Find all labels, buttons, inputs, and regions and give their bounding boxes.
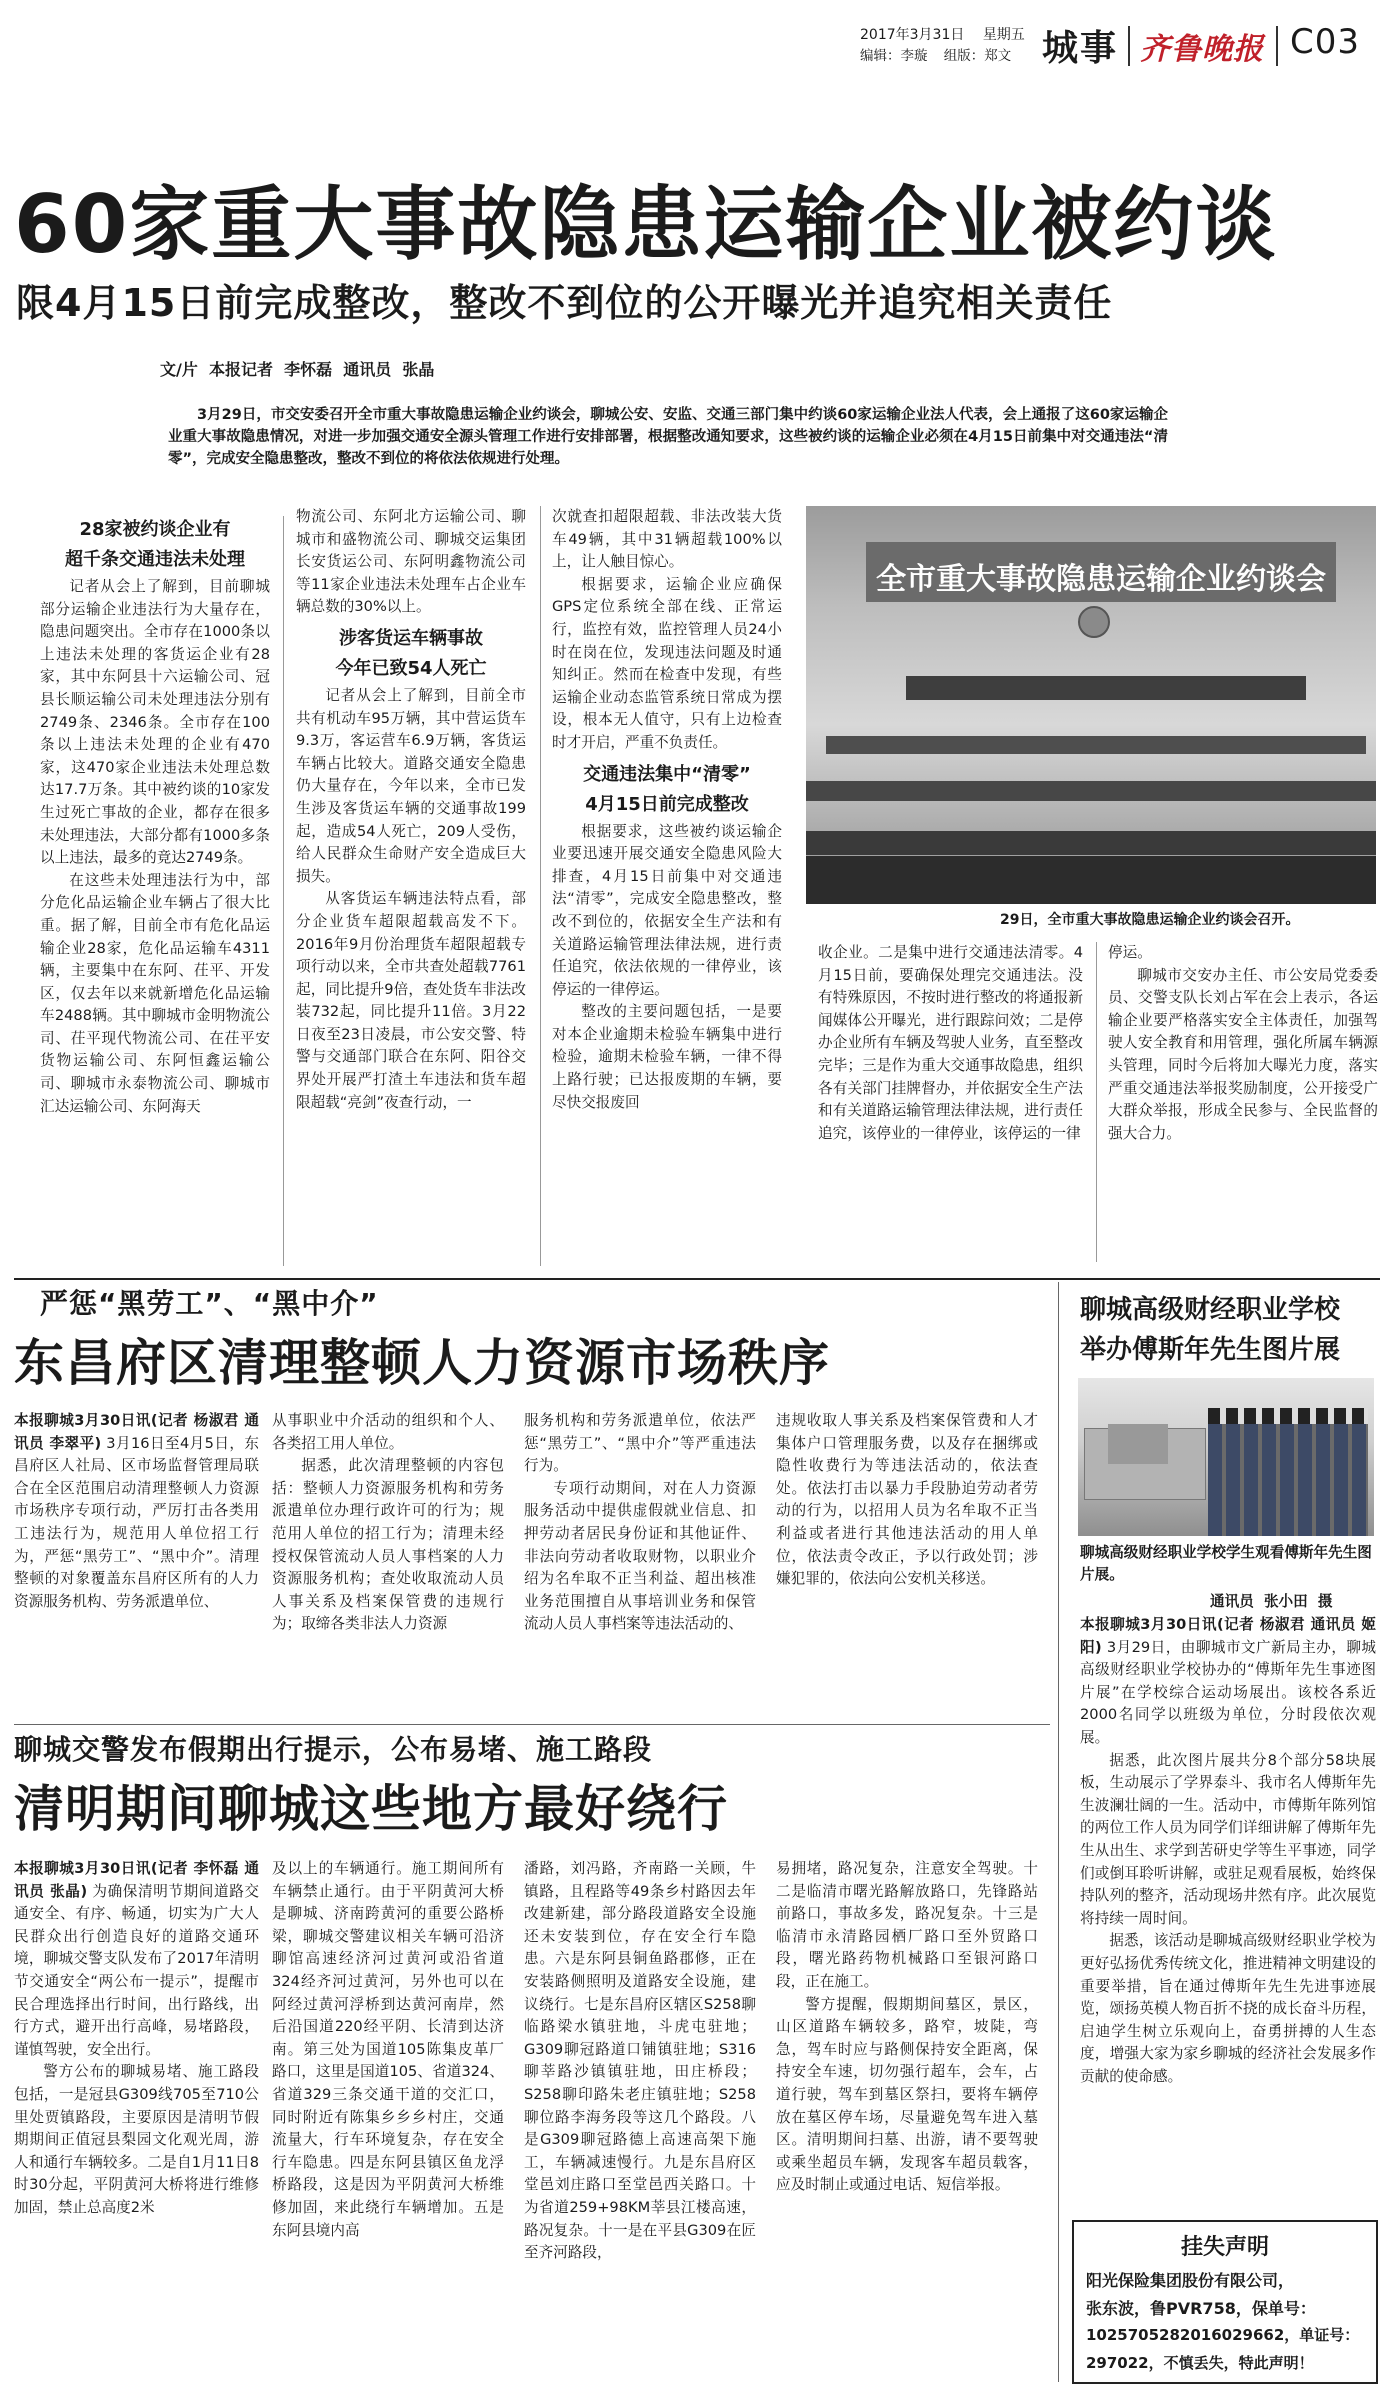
subhead: 28家被约谈企业有 [79, 519, 231, 540]
column-rule [540, 506, 541, 1266]
story2-col-1: 本报聊城3月30日讯(记者 杨淑君 通讯员 李翠平) 3月16日至4月5日，东昌府区人社局、区市场监督管理局联合在全区范围启动清理整顿人力资源市场秩序专项行动，严厉打击各类用工违法行为，规范用人单位招工行为，严惩“黑劳工”、“黑中介”。清理整顿的对象覆盖东昌府区所有的人力资源服务机构、劳务派遣单位、 [14, 1412, 259, 1610]
section-divider [14, 1278, 1380, 1280]
sidebar-headline-2: 举办傅斯年先生图片展 [1080, 1335, 1341, 1365]
story2-col-4: 违规收取人事关系及档案保管费和人才集体户口管理服务费，以及存在捆绑或隐性收费行为等违法活动的，依法查处。依法打击以暴力手段胁迫劳动者劳动的行为，以招用人员为名牟取不正当利益或者进行其他违法活动的用人单位，依法责令改正，予以行政处罚；涉嫌犯罪的，依法向公安机关移送。 [776, 1412, 1038, 1588]
desk-row [806, 831, 1376, 855]
exhibition-photo [1078, 1378, 1374, 1536]
head-table [906, 676, 1306, 700]
lead-col-3: 次就查扣超限超载、非法改装大货车49辆，其中31辆超载100%以上，让人触目惊心。 根据要求，运输企业应确保GPS定位系统全部在线、正常运行，监控有效，监控管理人员24小时在岗在位，发现违法问题及时通知纠正。然而在检查中发现，有些运输企业动态监管系统日常成为摆设，根本无人值守，只有上边检查时才开启，严重不负责任。 交通违法集中“清零” 4月15日前完成整改 根据要求，这些被约谈运输企业要迅速开展交通安全隐患风险大排查，4月15日前集中对交通违法“清零”，完成安全隐患整改，整改不到位的，依据安全生产法和有关道路运输管理法律法规，进行责任追究，依法依规的一律停业，该停运的一律停运。 整改的主要问题包括，一是要对本企业逾期未检验车辆集中进行检验，逾期未检验车辆，一律不得上路行驶；已达报废期的车辆，要尽快交报废回 [552, 508, 782, 1111]
masthead [0, 0, 1395, 80]
page-number: C03 [1290, 22, 1361, 62]
story2-col-2: 从事职业中介活动的组织和个人、各类招工用人单位。 据悉，此次清理整顿的内容包括：整顿人力资源服务机构和劳务派遣单位办理行政许可的行为；规范用人单位的招工行为；清理未经授权保管流动人员人事档案的人力资源服务机构；查处收取流动人员人事关系及档案保管费的违规行为；取缔各类非法人力资源 [272, 1412, 504, 1633]
section-name: 城事 [1042, 28, 1119, 69]
subhead: 今年已致54人死亡 [335, 657, 487, 679]
subhead: 涉客货运车辆事故 [339, 627, 483, 649]
attendees [806, 856, 1376, 904]
story3-col-4: 易拥堵，路况复杂，注意安全驾驶。十二是临清市曙光路解放路口，先锋路站前路口，事故多发，路况复杂。十三是临清市永清路园栖厂路口至外贸路口段，曙光路药物机械路口至银河路口段，正在施工。 警方提醒，假期期间墓区，景区，山区道路车辆较多，路窄，坡陡，弯急，驾车时应与路侧保持安全距离，保持安全车速，切勿强行超车，会车，占道行驶，驾车到墓区祭扫，要将车辆停放在墓区停车场，尽量避免驾车进入墓区。清明期间扫墓、出游，请不要驾驶或乘坐超员车辆，发现客车超员载客，应及时制止或通过电话、短信举报。 [776, 1860, 1038, 2194]
story2-kicker: 严惩“黑劳工”、“黑中介” [40, 1287, 379, 1320]
exhibition-photo-credit: 通讯员 张小田 摄 [1210, 1593, 1333, 1610]
story3-col-2: 及以上的车辆通行。施工期间所有车辆禁止通行。由于平阴黄河大桥是聊城、济南跨黄河的重要公路桥梁，聊城交警建议相关车辆可沿济聊馆高速经济河过黄河或沿省道324经齐河过黄河，另外也可以在阿经过黄河浮桥到达黄河南岸，然后沿国道220经平阴、长清到达济南。第三处为国道105陈集皮革厂路口，这里是国道105、省道324、省道329三条交通干道的交汇口，同时附近有陈集乡乡乡村庄，交通流量大，行车环境复杂，存在安全行车隐患。四是东阿县镇区鱼龙浮桥路段，这是因为平阴黄河大桥维修加固，来此绕行车辆增加。五是东阿县境内高 [272, 1860, 504, 2239]
notice-line: 1025705282016029662，单证号： [1086, 2326, 1360, 2344]
exhibition-photo-caption: 聊城高级财经职业学校学生观看傅斯年先生图片展。 [1080, 1544, 1372, 1583]
emblem [1078, 606, 1110, 638]
students-heads [1208, 1408, 1368, 1424]
lost-notice [1072, 2220, 1378, 2384]
story3-col-1: 本报聊城3月30日讯(记者 李怀磊 通讯员 张晶) 为确保清明节期间道路交通安全、有序、畅通，切实为广大人民群众出行创造良好的道路交通环境，聊城交警支队发布了2017年清明节交通安全“两公布一提示”，提醒市民合理选择出行时间，出行路线，出行方式，避开出行高峰，易堵路段，谨慎驾驶，安全出行。 警方公布的聊城易堵、施工路段包括，一是冠县G309线705至710公里处贾镇路段，主要原因是清明节假期期间正值冠县梨园文化观光周，游人和通行车辆较多。二是自1月11日8时30分起，平阴黄河大桥将进行维修加固，禁止总高度2米 [14, 1860, 259, 2216]
meeting-photo [806, 506, 1376, 904]
column-rule [283, 516, 284, 1266]
desk-row [806, 781, 1376, 801]
divider [1128, 26, 1130, 66]
lead-col-4: 收企业。二是集中进行交通违法清零。4月15日前，要确保处理完交通违法。没有特殊原因，不按时进行整改的将通报新闻媒体公开曝光，进行跟踪问效；二是停办企业所有车辆及驾驶人业务，直至整改完毕；三是作为重大交通事故隐患，组织各有关部门挂牌督办，并依据安全生产法和有关道路运输管理法律法规，进行责任追究，该停业的一律停业，该停运的一律 [818, 944, 1083, 1142]
students [1208, 1418, 1368, 1536]
divider [1276, 26, 1278, 66]
meeting-photo-caption: 29日，全市重大事故隐患运输企业约谈会召开。 [1000, 912, 1300, 928]
sidebar-headline-1: 聊城高级财经职业学校 [1080, 1295, 1341, 1325]
sidebar-body: 本报聊城3月30日讯(记者 杨淑君 通讯员 姬阳) 3月29日，由聊城市文广新局主办，聊城高级财经职业学校协办的“傅斯年先生事迹图片展”在学校综合运动场展出。该校各系近2000名同学以班级为单位，分时段依次观展。 据悉，此次图片展共分8个部分58块展板，生动展示了学界泰斗、我市名人傅斯年先生波澜壮阔的一生。活动中，市傅斯年陈列馆的两位工作人员为同学们详细讲解了傅斯年先生从出生、求学到苦研史学等生平事迹，同学们或倒耳聆听讲解，或驻足观看展板，始终保持队列的整齐，活动现场井然有序。此次展览将持续一周时间。 据悉，该活动是聊城高级财经职业学校为更好弘扬优秀传统文化，推进精神文明建设的重要举措，旨在通过傅斯年先生先进事迹展览，颂扬英模人物百折不挠的成长奋斗历程，启迪学生树立乐观向上，奋勇拼搏的人生态度，增强大家为家乡聊城的经济社会发展多作贡献的使命感。 [1080, 1616, 1376, 2085]
lead-col-1: 28家被约谈企业有 超千条交通违法未处理 记者从会上了解到，目前聊城部分运输企业违法行为大量存在，隐患问题突出。全市存在1000条以上违法未处理的客货运企业有28家，其中东阿县十六运输公司、冠县长顺运输公司未处理违法分别有2749条、2346条。全市存在100条以上违法未处理的企业有470家，这470家企业违法未处理总数达17.7万条。其中被约谈的10家发生过死亡事故的企业，都存在很多未处理违法，大部分都有1000多条以上违法，最多的竟达2749条。 在这些未处理违法行为中，部分危化品运输企业车辆占了很大比重。据了解，目前全市有危化品运输企业28家，危化品运输车4311辆，主要集中在东阿、茌平、开发区，仅去年以来就新增危化品运输车2488辆。其中聊城市金明物流公司、茌平现代物流公司、在茌平安货物运输公司、东阿恒鑫运输公司、聊城市永泰物流公司、聊城市汇达运输公司、东阿海天 [40, 516, 270, 1276]
notice-title: 挂失声明 [1180, 2235, 1269, 2260]
notice-line: 297022，不慎丢失，特此声明！ [1086, 2354, 1314, 2372]
meeting-banner-text: 全市重大事故隐患运输企业约谈会 [876, 562, 1326, 597]
issue-date: 2017年3月31日 [860, 27, 965, 43]
notice-line: 阳光保险集团股份有限公司， [1086, 2271, 1295, 2290]
editor-credit: 编辑：李璇 [860, 48, 928, 64]
story3-col-3: 潘路，刘冯路，齐南路一关顾，牛镇路，且程路等49条乡村路因去年改建新建，部分路段道路安全设施还未安装到位，存在安全行车隐患。六是东阿县铜鱼路郡修，正在安装路侧照明及道路安全设施，建议绕行。七是东昌府区辖区S258聊临路梁水镇驻地，斗虎屯驻地；G309聊冠路道口铺镇驻地；S316聊莘路沙镇镇驻地，田庄桥段；S258聊印路朱老庄镇驻地；S258聊位路李海务段等这几个路段。八是G309聊冠路德上高速高架下施工，车辆减速慢行。九是东昌府区堂邑刘庄路口至堂邑西关路口。十为省道259+98KM莘县江楼高速，路况复杂。十一是在平县G309在匠至齐河路段， [524, 1860, 756, 2262]
story2-headline: 东昌府区清理整顿人力资源市场秩序 [14, 1334, 830, 1392]
desk-row [826, 736, 1366, 754]
lead-col-5: 停运。 聊城市交安办主任、市公安局党委委员、交警支队长刘占军在会上表示，各运输企业要严格落实安全主体责任，加强驾驶人安全教育和用管理，强化所属车辆源头管理，同时今后将加大曝光力度，落实严重交通违法举报奖励制度，公开接受广大群众举报，形成全民参与、全民监督的强大合力。 [1108, 944, 1378, 1142]
lead-headline: 60家重大事故隐患运输企业被约谈 [14, 178, 1278, 271]
lead-intro: 3月29日，市交安委召开全市重大事故隐患运输企业约谈会，聊城公安、安监、交通三部门集中约谈60家运输企业法人代表，会上通报了这60家运输企业重大事故隐患情况，对进一步加强交通安全源头管理工作进行安排部署，根据整改通知要求，这些被约谈的运输企业必须在4月15日前集中对交通违法“清零”，完成安全隐患整改，整改不到位的将依法依规进行处理。 [168, 407, 1168, 467]
section-divider [14, 1724, 1050, 1725]
lead-col-2: 物流公司、东阿北方运输公司、聊城市和盛物流公司、聊城交运集团长安货运公司、东阿明鑫物流公司等11家企业违法未处理车占企业车辆总数的30%以上。 涉客货运车辆事故 今年已致54人死亡 记者从会上了解到，目前全市共有机动车95万辆，其中营运货车9.3万，客运营车6.9万辆，客货运车辆占比较大。道路交通安全隐患仍大量存在，今年以来，全市已发生涉及客货运车辆的交通事故199起，造成54人死亡，209人受伤，给人民群众生命财产安全造成巨大损失。 从客货运车辆违法特点看，部分企业货车超限超载高发不下。2016年9月份治理货车超限超载专项行动以来，全市共查处超载7761起，同比提升9倍，查处货车非法改装732起，同比提升11倍。3月22日夜至23日凌晨，市公安交警、特警与交通部门联合在东阿、阳谷交界处开展严打渣土车违法和货车超限超载“亮剑”夜查行动，一 [296, 508, 526, 1111]
subhead: 超千条交通违法未处理 [65, 549, 245, 570]
display-board [1108, 1424, 1168, 1464]
designer-credit: 组版：郑文 [943, 48, 1012, 64]
subhead: 交通违法集中“清零” [583, 763, 751, 785]
lead-subheadline: 限4月15日前完成整改，整改不到位的公开曝光并追究相关责任 [16, 281, 1113, 325]
story2-col-3: 服务机构和劳务派遣单位，依法严惩“黑劳工”、“黑中介”等严重违法行为。 专项行动期间，对在人力资源服务活动中提供虚假就业信息、扣押劳动者居民身份证和其他证件、非法向劳动者收取财物，以职业介绍为名牟取不正当利益、超出核准业务范围擅自从事培训业务和保管流动人员人事档案等违法活动的、 [524, 1412, 756, 1633]
issue-weekday: 星期五 [982, 27, 1025, 43]
story3-headline: 清明期间聊城这些地方最好绕行 [14, 1780, 728, 1838]
story3-kicker: 聊城交警发布假期出行提示，公布易堵、施工路段 [14, 1733, 653, 1766]
lead-byline: 文/片 本报记者 李怀磊 通讯员 张晶 [160, 360, 435, 379]
subhead: 4月15日前完成整改 [585, 793, 749, 815]
paper-logo: 齐鲁晚报 [1140, 32, 1264, 67]
notice-line: 张东波，鲁PVR758，保单号： [1086, 2299, 1316, 2318]
column-rule [1096, 942, 1097, 1262]
sidebar-rule [1058, 1282, 1059, 2382]
